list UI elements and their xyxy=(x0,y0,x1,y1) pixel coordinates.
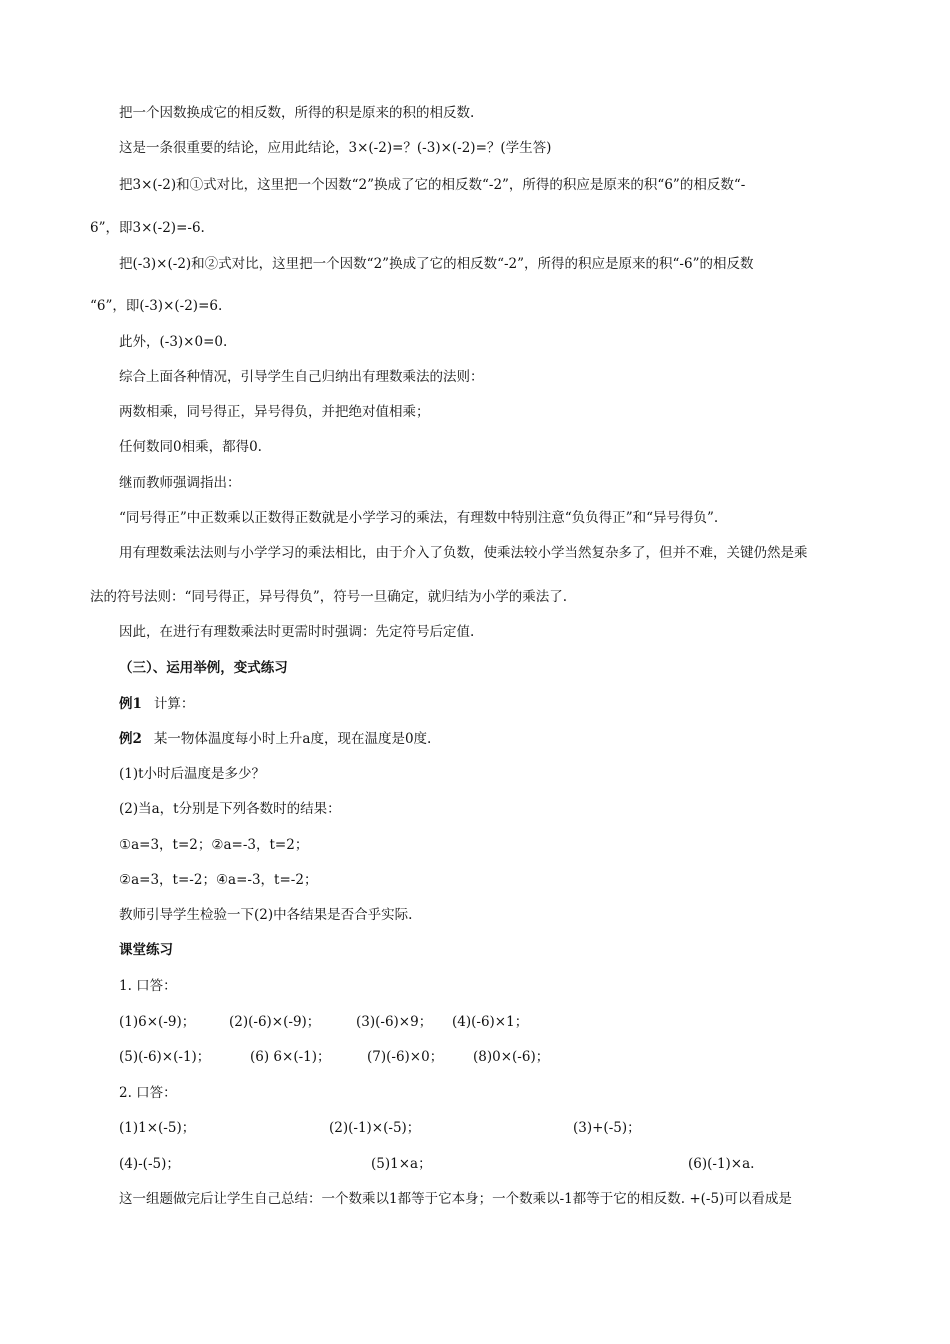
exercise-item: (8)0×(-6)； xyxy=(473,1049,550,1065)
paragraph: 把(-3)×(-2)和②式对比，这里把一个因数“2”换成了它的相反数“-2”，所得的积应是原来的积“-6”的相反数 xyxy=(119,256,754,272)
exercise-item: (4)(-6)×1； xyxy=(452,1014,529,1030)
paragraph-continuation: “6”，即(-3)×(-2)=6. xyxy=(90,298,223,314)
paragraph-continuation: 6”，即3×(-2)=-6. xyxy=(90,220,205,236)
exercise-item: (5)(-6)×(-1)； xyxy=(119,1049,211,1065)
exercise-2-title: 2. 口答： xyxy=(119,1085,177,1101)
paragraph-continuation: 法的符号法则：“同号得正，异号得负”，符号一旦确定，就归结为小学的乘法了. xyxy=(90,589,568,605)
example-item: ①a=3，t=2；②a=-3，t=2； xyxy=(119,837,309,853)
exercise-item: (3)(-6)×9； xyxy=(356,1014,433,1030)
example-label: 例1 xyxy=(119,696,142,712)
exercise-1-title: 1. 口答： xyxy=(119,978,177,994)
paragraph: 继而教师强调指出： xyxy=(119,475,241,491)
example-1 xyxy=(119,694,194,714)
exercise-item: (1)6×(-9)； xyxy=(119,1014,196,1030)
section-heading: （三）、运用举例，变式练习 xyxy=(119,660,288,676)
paragraph: 用有理数乘法法则与小学学习的乘法相比，由于介入了负数，使乘法较小学当然复杂多了，但并不难，关键仍然是乘 xyxy=(119,545,808,561)
exercise-item: (2)(-6)×(-9)； xyxy=(229,1014,321,1030)
paragraph: 两数相乘，同号得正，异号得负，并把绝对值相乘； xyxy=(119,404,430,420)
paragraph: 把3×(-2)和①式对比，这里把一个因数“2”换成了它的相反数“-2”，所得的积应是原来的积“6”的相反数“- xyxy=(119,177,746,193)
summary-paragraph: 这一组题做完后让学生自己总结：一个数乘以1都等于它本身；一个数乘以-1都等于它的相反数. +(-5)可以看成是 xyxy=(119,1191,792,1207)
exercise-item: (4)-(-5)； xyxy=(119,1156,180,1172)
paragraph: 因此，在进行有理数乘法时更需时时强调：先定符号后定值. xyxy=(119,624,475,640)
example-item: ②a=3，t=-2；④a=-3，t=-2； xyxy=(119,872,318,888)
example-item: 教师引导学生检验一下(2)中各结果是否合乎实际. xyxy=(119,907,413,923)
paragraph: 此外，(-3)×0=0. xyxy=(119,334,228,350)
exercise-item: (5)1×a； xyxy=(371,1156,432,1172)
classwork-heading: 课堂练习 xyxy=(119,942,173,958)
paragraph: 综合上面各种情况，引导学生自己归纳出有理数乘法的法则： xyxy=(119,369,484,385)
example-text: 某一物体温度每小时上升a度，现在温度是0度. xyxy=(153,731,432,747)
exercise-item: (7)(-6)×0； xyxy=(367,1049,444,1065)
exercise-item: (1)1×(-5)； xyxy=(119,1120,196,1136)
example-item: (1)t小时后温度是多少？ xyxy=(119,766,266,782)
exercise-item: (6)(-1)×a. xyxy=(688,1156,755,1172)
paragraph: 把一个因数换成它的相反数，所得的积是原来的积的相反数. xyxy=(119,105,475,121)
example-label: 例2 xyxy=(119,731,142,747)
example-2 xyxy=(119,729,431,749)
exercise-item: (2)(-1)×(-5)； xyxy=(329,1120,421,1136)
example-text: 计算： xyxy=(153,696,195,712)
paragraph: “同号得正”中正数乘以正数得正数就是小学学习的乘法，有理数中特别注意“负负得正”和“异号得负”. xyxy=(119,510,719,526)
paragraph: 任何数同0相乘，都得0. xyxy=(119,439,262,455)
exercise-item: (6) 6×(-1)； xyxy=(250,1049,331,1065)
exercise-item: (3)+(-5)； xyxy=(573,1120,641,1136)
paragraph: 这是一条很重要的结论，应用此结论，3×(-2)=？(-3)×(-2)=？(学生答) xyxy=(119,140,552,156)
example-item: (2)当a，t分别是下列各数时的结果： xyxy=(119,801,341,817)
